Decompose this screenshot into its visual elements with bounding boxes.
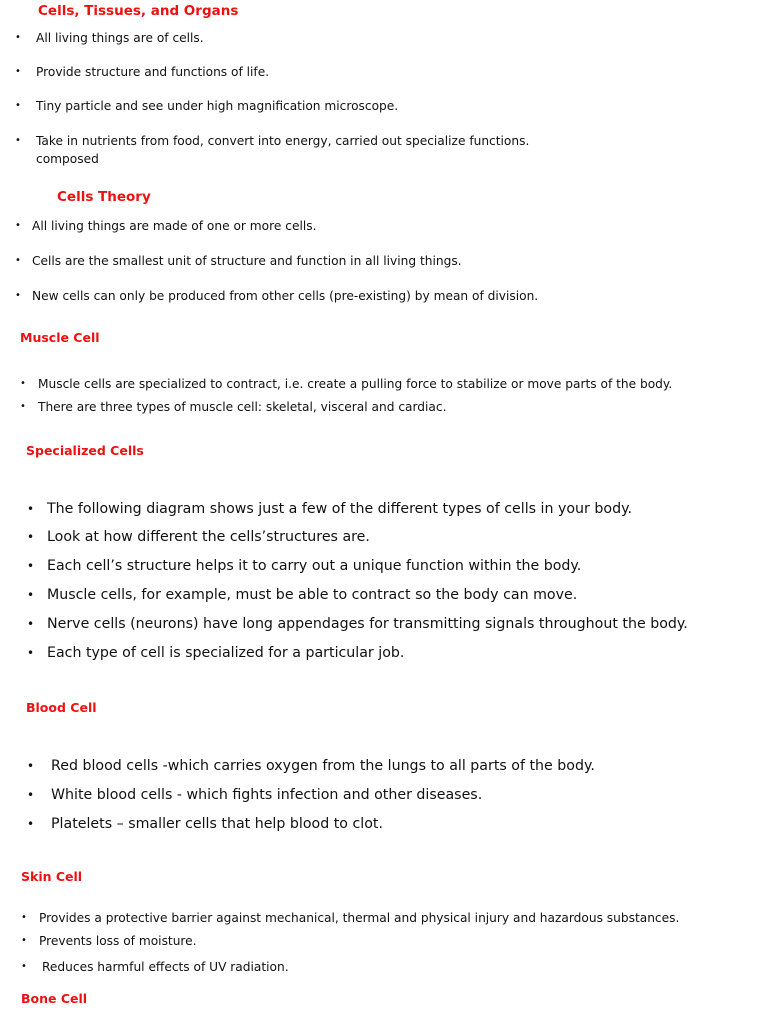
bullet: • <box>15 255 21 266</box>
bullet: • <box>15 32 21 43</box>
list-item-continuation: composed <box>36 152 99 166</box>
list-item-text: Cells are the smallest unit of structure and function in all living things. <box>32 254 462 268</box>
bullet: • <box>15 290 21 301</box>
section-title-specialized-cells: Specialized Cells <box>26 443 144 458</box>
list-item-text: Provide structure and functions of life. <box>36 65 270 79</box>
list-item-text: Each cell’s structure helps it to carry out a unique function within the body. <box>47 558 582 574</box>
bullet: • <box>15 100 21 111</box>
bullet: • <box>27 817 35 831</box>
bullet: • <box>27 759 35 773</box>
bullet: • <box>27 617 35 631</box>
list-item-text: Look at how different the cells’structures are. <box>47 529 370 545</box>
list-item-text: Each type of cell is specialized for a particular job. <box>47 645 405 661</box>
list-item-text: All living things are made of one or more cells. <box>32 219 317 233</box>
bullet: • <box>15 220 21 231</box>
list-item-text: Tiny particle and see under high magnification microscope. <box>36 99 399 113</box>
bullet: • <box>27 588 35 602</box>
bullet: • <box>15 135 21 146</box>
list-item-text: Provides a protective barrier against mechanical, thermal and physical injury and hazardous substances. <box>39 911 680 925</box>
list-item-text: Platelets – smaller cells that help blood to clot. <box>51 816 383 832</box>
bullet: • <box>27 646 35 660</box>
bullet: • <box>20 401 26 412</box>
list-item-text: Prevents loss of moisture. <box>39 934 197 948</box>
section-title-bone-cell: Bone Cell <box>21 991 88 1006</box>
list-item-text: Muscle cells are specialized to contract, i.e. create a pulling force to stabilize or move parts of the body. <box>38 377 673 391</box>
section-title-blood-cell: Blood Cell <box>26 700 97 715</box>
bullet: • <box>27 788 35 802</box>
list-item-text: Take in nutrients from food, convert into energy, carried out specialize functions. <box>36 134 530 148</box>
list-item-text: All living things are of cells. <box>36 31 204 45</box>
bullet: • <box>27 559 35 573</box>
list-item-text: Muscle cells, for example, must be able to contract so the body can move. <box>47 587 578 603</box>
bullet: • <box>27 502 35 516</box>
list-item-text: Nerve cells (neurons) have long appendages for transmitting signals throughout the body. <box>47 616 688 632</box>
list-item-text: The following diagram shows just a few of the different types of cells in your body. <box>47 501 632 517</box>
list-item-text: Reduces harmful effects of UV radiation. <box>42 960 289 974</box>
bullet: • <box>15 66 21 77</box>
section-title-cells-theory: Cells Theory <box>57 189 151 205</box>
bullet: • <box>21 935 27 946</box>
list-item-text: There are three types of muscle cell: skeletal, visceral and cardiac. <box>38 400 447 414</box>
section-title-cells-tissues-organs: Cells, Tissues, and Organs <box>38 3 239 19</box>
section-title-muscle-cell: Muscle Cell <box>20 330 100 345</box>
bullet: • <box>20 378 26 389</box>
list-item-text: White blood cells - which fights infection and other diseases. <box>51 787 483 803</box>
list-item-text: New cells can only be produced from other cells (pre-existing) by mean of division. <box>32 289 539 303</box>
section-title-skin-cell: Skin Cell <box>21 869 83 884</box>
bullet: • <box>21 912 27 923</box>
bullet: • <box>27 530 35 544</box>
bullet: • <box>21 961 27 972</box>
list-item-text: Red blood cells -which carries oxygen from the lungs to all parts of the body. <box>51 758 595 774</box>
